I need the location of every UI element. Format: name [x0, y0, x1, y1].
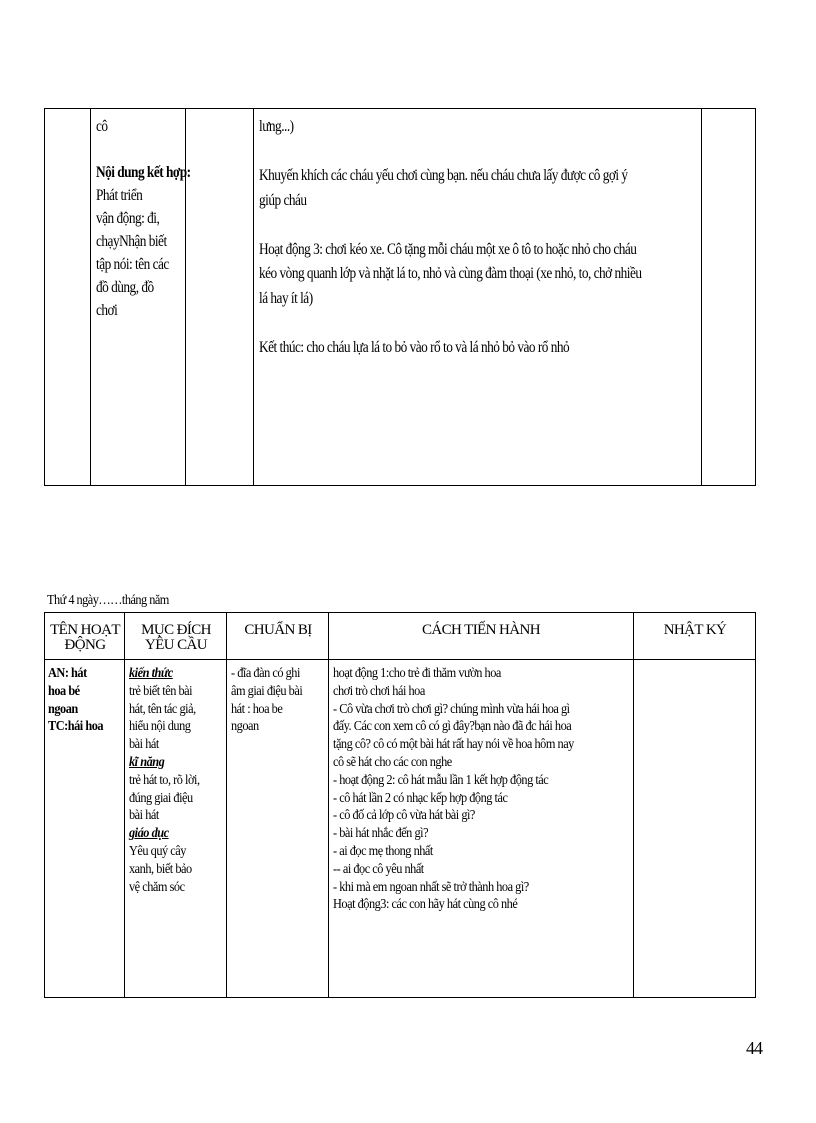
text-line: tặng cô? cô có một bài hát rất hay nói về hoa hôm nay: [333, 737, 574, 753]
top-col4-text: [259, 115, 642, 360]
activity-name: [48, 665, 103, 736]
text-line: xanh, biết bảo: [129, 861, 192, 877]
text-line: - Cô vừa chơi trò chơi gì? chúng mình vừa hái hoa gì: [333, 701, 570, 717]
knowledge-title: kiến thức: [129, 666, 173, 681]
header-activity-name: TÊN HOẠT ĐỘNG: [50, 622, 120, 653]
text-line: âm giai điệu bài: [231, 683, 303, 699]
text-line: - ai đọc mẹ thong nhất: [333, 843, 433, 859]
combined-content-heading: Nội dung kết hợp:: [96, 164, 191, 181]
date-line: Thứ 4 ngày……tháng năm: [47, 593, 169, 608]
text-line: chơi: [96, 302, 118, 319]
purpose-content: [129, 665, 200, 896]
text-line: hát, tên tác giả,: [129, 701, 196, 717]
text-line: lưng...): [259, 118, 294, 135]
text-line: giúp cháu: [259, 191, 307, 209]
text-line: ngoan: [231, 719, 259, 735]
page-number: 44: [746, 1038, 762, 1058]
spacer: [259, 213, 642, 238]
preparation-content: [231, 665, 302, 736]
text-line: đồ dùng, đồ: [96, 279, 154, 296]
text-line: vệ chăm sóc: [129, 879, 185, 895]
text-line: chơi trò chơi hái hoa: [333, 683, 425, 699]
text-line: Yêu quý cây: [129, 843, 186, 859]
text-line: Khuyến khích các cháu yếu chơi cùng bạn. nếu cháu chưa lấy được cô gợi ý: [259, 167, 628, 184]
text-line: chạyNhận biết: [96, 233, 167, 250]
column-divider: [328, 613, 329, 997]
column-divider: [226, 613, 227, 997]
text-line: lá hay ít lá): [259, 289, 313, 307]
text-line: bài hát: [129, 737, 159, 753]
text-line: hát : hoa be: [231, 701, 283, 717]
text-line: - khi mà em ngoan nhất sẽ trở thành hoa gì?: [333, 879, 529, 895]
text-line: hoa bé: [48, 683, 80, 699]
top-col2-text: [96, 115, 199, 322]
text-line: đấy. Các con xem cô có gì đây?bạn nào đã đc hái hoa: [333, 719, 572, 735]
text-line: vận động: đi,: [96, 210, 160, 227]
header-purpose: MỤC ĐÍCH YÊU CẦU: [141, 622, 211, 653]
spacer: [259, 311, 642, 336]
text-line: Kết thúc: cho cháu lựa lá to bỏ vào rổ to và lá nhỏ bỏ vào rổ nhỏ: [259, 338, 570, 356]
column-divider: [633, 613, 634, 997]
text-line: Phát triển: [96, 187, 143, 204]
column-divider: [90, 109, 91, 485]
text-line: ngoan: [48, 701, 78, 717]
text-line: bài hát: [129, 808, 159, 824]
spacer: [259, 140, 642, 165]
header-preparation: CHUẨN BỊ: [244, 622, 312, 638]
text-line: - cô hát lần 2 có nhạc kếp hợp động tác: [333, 790, 508, 806]
text-line: trẻ hát to, rõ lời,: [129, 772, 200, 788]
text-line: hoạt động 1:cho trẻ đi thăm vườn hoa: [333, 666, 501, 681]
text-line: AN: hát: [48, 666, 87, 681]
text-line: -- ai đọc cô yêu nhất: [333, 861, 424, 877]
lesson-plan-table: [44, 612, 756, 998]
procedure-content: [333, 665, 574, 914]
text-line: - đĩa đàn có ghi: [231, 666, 300, 681]
text-line: Hoạt động 3: chơi kéo xe. Cô tặng mỗi cháu một xe ô tô to hoặc nhỏ cho cháu: [259, 240, 637, 258]
combined-content: [96, 161, 199, 207]
header-divider: [45, 659, 755, 660]
text-line: kéo vòng quanh lớp và nhặt lá to, nhỏ và cùng đàm thoại (xe nhỏ, to, chở nhiều: [259, 265, 642, 282]
text-line: cô sẽ hát cho các con nghe: [333, 754, 452, 770]
text-line: hiểu nội dung: [129, 719, 191, 735]
text-line: - bài hát nhắc đến gì?: [333, 826, 429, 842]
text-line: trẻ biết tên bài: [129, 683, 193, 699]
column-divider: [253, 109, 254, 485]
text-line: Hoạt động3: các con hãy hát cùng cô nhé: [333, 897, 518, 913]
header-journal: NHẬT KÝ: [663, 622, 727, 638]
header-procedure: CÁCH TIẾN HÀNH: [422, 622, 540, 638]
top-table: [44, 108, 756, 486]
text-line: - cô đố cả lớp cô vừa hát bài gì?: [333, 808, 475, 824]
text-line: - hoạt động 2: cô hát mẫu lần 1 kết hợp động tác: [333, 772, 549, 788]
text-line: đúng giai điệu: [129, 790, 193, 806]
text-line: tập nói: tên các: [96, 256, 169, 273]
column-divider: [701, 109, 702, 485]
text-line: TC:hái hoa: [48, 719, 104, 735]
column-divider: [124, 613, 125, 997]
text-line: cô: [96, 118, 108, 135]
education-title: giáo dục: [129, 826, 169, 842]
skill-title: kĩ năng: [129, 754, 165, 770]
